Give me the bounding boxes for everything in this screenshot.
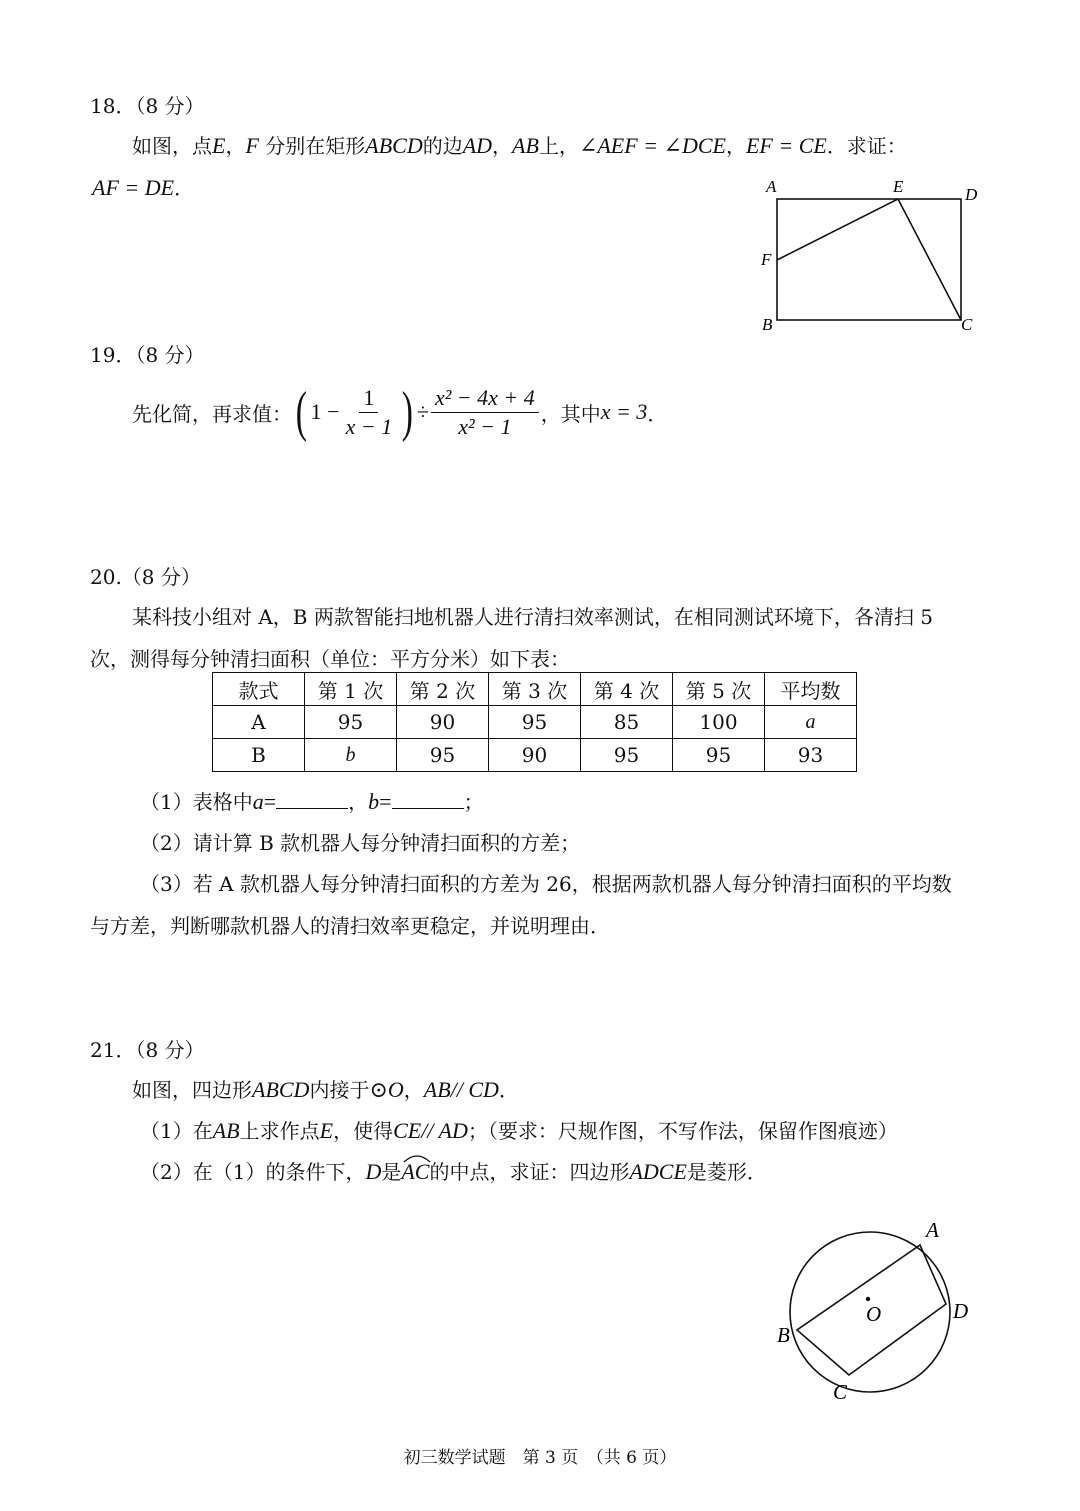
q20-part-1: （1）表格中a= ，b= ； xyxy=(140,789,484,814)
q19-heading: 19．（8 分） xyxy=(90,343,205,367)
fraction-2: $\frac{\text{x² − 4x + 4}}{\text{x² − 1}}$ xyxy=(431,386,539,439)
page-footer: 初三数学试题 第 3 页 （共 6 页） xyxy=(403,1448,677,1468)
q21-part-1: （1）在AB上求作点E，使得CE// AD；（要求：尺规作图，不写作法，保留作图痕迹） xyxy=(140,1118,898,1143)
table-cell: a xyxy=(765,706,857,739)
label-f: F xyxy=(761,250,772,269)
answer-blank-b[interactable] xyxy=(392,790,464,809)
table-cell: A xyxy=(213,706,305,739)
q20-line-1: 某科技小组对 A，B 两款智能扫地机器人进行清扫效率测试，在相同测试环境下，各清扫 5 xyxy=(132,605,933,629)
label-c: C xyxy=(833,1380,848,1402)
table-cell: 95 xyxy=(305,706,397,739)
q21-intro: 如图，四边形ABCD内接于⊙O，AB// CD． xyxy=(132,1077,519,1102)
label-a: A xyxy=(926,1218,939,1242)
table-cell: 95 xyxy=(581,739,673,772)
table-cell: 90 xyxy=(489,739,581,772)
table-cell: 90 xyxy=(397,706,489,739)
table-header: 第 2 次 xyxy=(397,673,489,706)
q21-part-2: （2）在（1）的条件下，D是 AC的中点，求证：四边形ADCE是菱形． xyxy=(140,1156,767,1185)
table-cell: B xyxy=(213,739,305,772)
label-a: A xyxy=(766,177,777,196)
table-cell: 95 xyxy=(673,739,765,772)
table-header: 第 3 次 xyxy=(489,673,581,706)
label-e: E xyxy=(893,177,904,196)
table-header: 第 4 次 xyxy=(581,673,673,706)
label-d: D xyxy=(965,185,978,204)
label-c: C xyxy=(961,315,973,334)
fraction-1: $\frac{1}{x - 1}$ xyxy=(345,384,393,439)
table-cell: 95 xyxy=(489,706,581,739)
table-header: 第 5 次 xyxy=(673,673,765,706)
q18-conclusion: AF = DE． xyxy=(92,175,195,200)
label-d: D xyxy=(953,1299,969,1323)
table-header-row xyxy=(213,673,857,706)
table-cell: b xyxy=(305,739,397,772)
q20-line-2: 次，测得每分钟清扫面积（单位：平方分米）如下表： xyxy=(90,647,570,671)
q20-part-3-line-2: 与方差，判断哪款机器人的清扫效率更稳定，并说明理由． xyxy=(90,914,610,938)
table-header: 第 1 次 xyxy=(305,673,397,706)
label-o: O xyxy=(866,1302,882,1326)
q19-expression: 先化简，再求值： ( 1 − $\frac{1}{x - 1}$ ) ÷ $\frac{\text{x² − 4x + 4}}{\text{x² − 1}}$ ，其中 x = 3 ． xyxy=(132,381,668,443)
answer-blank-a[interactable] xyxy=(276,790,348,809)
table-cell: 93 xyxy=(765,739,857,772)
table-cell: 95 xyxy=(397,739,489,772)
table-header: 平均数 xyxy=(765,673,857,706)
table-row xyxy=(213,706,857,739)
arc-symbol xyxy=(403,1153,431,1163)
table-cell: 85 xyxy=(581,706,673,739)
q20-part-3-line-1: （3）若 A 款机器人每分钟清扫面积的方差为 26，根据两款机器人每分钟清扫面积的平均数 xyxy=(140,872,952,896)
q21-heading: 21．（8 分） xyxy=(90,1038,205,1062)
q21-circle-figure xyxy=(770,1212,990,1402)
q18-statement: 如图，点E，F 分别在矩形ABCD的边AD，AB上，∠AEF = ∠DCE，EF = CE．求证： xyxy=(132,133,907,158)
q20-heading: 20.（8 分） xyxy=(90,565,201,589)
table-row xyxy=(213,739,857,772)
label-b: B xyxy=(777,1323,790,1347)
label-b: B xyxy=(762,315,773,334)
q18-rectangle-figure xyxy=(750,170,990,340)
score-table xyxy=(212,672,857,772)
table-cell: 100 xyxy=(673,706,765,739)
table-header: 款式 xyxy=(213,673,305,706)
q20-part-2: （2）请计算 B 款机器人每分钟清扫面积的方差； xyxy=(140,831,581,855)
q18-heading: 18．（8 分） xyxy=(90,94,205,118)
